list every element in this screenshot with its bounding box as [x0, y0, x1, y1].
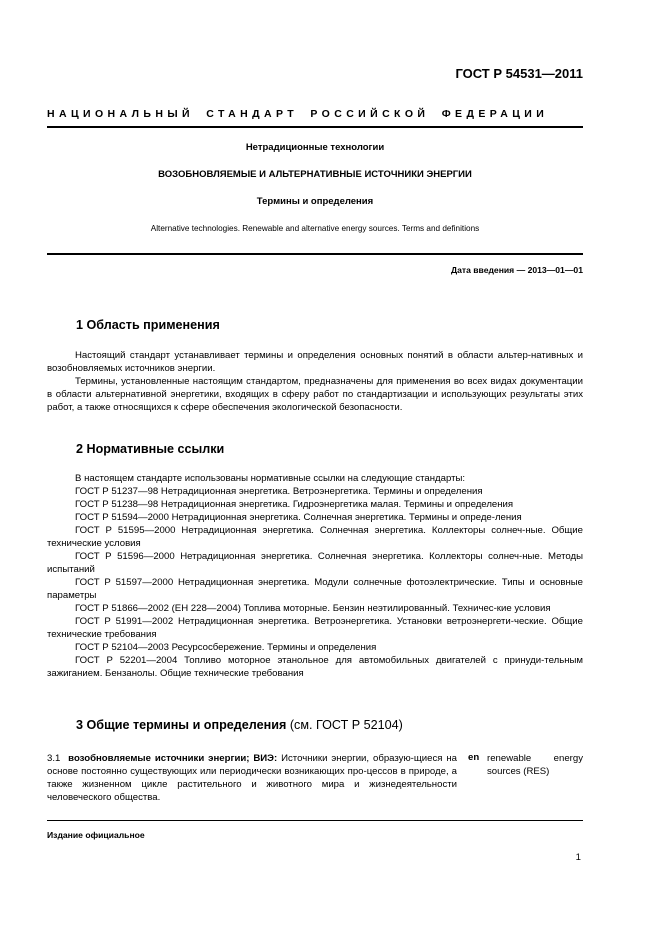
term-number: 3.1 — [47, 753, 61, 764]
section-2-heading: 2 Нормативные ссылки — [76, 442, 225, 456]
reference-item: ГОСТ Р 51866—2002 (ЕН 228—2004) Топлива моторные. Бензин неэтилированный. Техничес-кие условия — [75, 603, 551, 614]
national-standard-banner: НАЦИОНАЛЬНЫЙ СТАНДАРТ РОССИЙСКОЙ ФЕДЕРАЦИИ — [47, 108, 549, 120]
footer-rule — [47, 820, 583, 821]
title-rule-top — [47, 126, 583, 128]
section-1 — [76, 318, 220, 332]
title-terms: Термины и определения — [256, 196, 374, 207]
term-english-equivalent: renewable energy sources (RES) — [487, 753, 583, 777]
reference-item: ГОСТ Р 51238—98 Нетрадиционная энергетика. Гидроэнергетика малая. Термины и определения — [75, 499, 514, 510]
section-3-heading — [76, 718, 403, 732]
section-3 — [76, 718, 403, 732]
term-name: возобновляемые источники энергии; ВИЭ: — [68, 753, 278, 764]
reference-item: ГОСТ Р 51597—2000 Нетрадиционная энергетика. Модули солнечные фотоэлектрические. Типы и основные параметры — [47, 577, 583, 601]
section-3-heading-note: (см. ГОСТ Р 52104) — [289, 718, 403, 732]
page-number: 1 — [575, 852, 581, 863]
title-english: Alternative technologies. Renewable and alternative energy sources. Terms and definitions — [150, 224, 480, 233]
reference-item: ГОСТ Р 52104—2003 Ресурсосбережение. Термины и определения — [75, 642, 377, 653]
reference-item: ГОСТ Р 51594—2000 Нетрадиционная энергетика. Солнечная энергетика. Термины и опреде-ления — [75, 512, 522, 523]
section-1-paragraph-2: Термины, установленные настоящим стандартом, предназначены для применения во всех видах документации в области альтернативной энергетики, входящих в сферу работ по стандартизации и использующих результаты этих работ, а также относящихся к сфере обеспечения экологической безопасности. — [47, 376, 583, 413]
normative-references-list — [47, 485, 583, 680]
section-1-paragraph-1: Настоящий стандарт устанавливает термины и определения основных понятий в области альтер-нативных и возобновляемых источников энергии. — [47, 350, 583, 374]
reference-item: ГОСТ Р 51237—98 Нетрадиционная энергетика. Ветроэнергетика. Термины и определения — [75, 486, 483, 497]
reference-item: ГОСТ Р 51596—2000 Нетрадиционная энергетика. Солнечная энергетика. Коллекторы солнеч-ные. Методы испытаний — [47, 551, 583, 575]
section-1-heading: 1 Область применения — [76, 318, 220, 332]
document-number: ГОСТ Р 54531—2011 — [455, 66, 583, 81]
section-2 — [76, 442, 224, 456]
term-definition: Источники энергии, образую-щиеся на основе постоянно существующих или периодически возникающих про-цессов в природе, а также жизненном цикле растительного и животного мира и жизнедеятельности человеческого общества. — [47, 753, 457, 803]
term-language-code: en — [468, 752, 480, 763]
section-2-intro: В настоящем стандарте использованы нормативные ссылки на следующие стандарты: — [75, 473, 466, 484]
introduction-date: Дата введения — 2013—01—01 — [450, 265, 583, 275]
section-3-heading-text: 3 Общие термины и определения — [76, 718, 287, 732]
term-entry — [47, 752, 457, 804]
title-rule-bottom — [47, 253, 583, 255]
reference-item: ГОСТ Р 51991—2002 Нетрадиционная энергетика. Ветроэнергетика. Установки ветроэнергети-ческие. Общие технические требования — [47, 616, 583, 640]
edition-note: Издание официальное — [47, 830, 145, 840]
title-main: Нетрадиционные технологии — [245, 142, 385, 153]
reference-item: ГОСТ Р 51595—2000 Нетрадиционная энергетика. Солнечная энергетика. Коллекторы солнеч-ные. Общие технические условия — [47, 525, 583, 549]
reference-item: ГОСТ Р 52201—2004 Топливо моторное этанольное для автомобильных двигателей с принуди-тельным зажиганием. Бензанолы. Общие технические требования — [47, 655, 583, 679]
title-sub: ВОЗОБНОВЛЯЕМЫЕ И АЛЬТЕРНАТИВНЫЕ ИСТОЧНИКИ ЭНЕРГИИ — [158, 169, 472, 180]
